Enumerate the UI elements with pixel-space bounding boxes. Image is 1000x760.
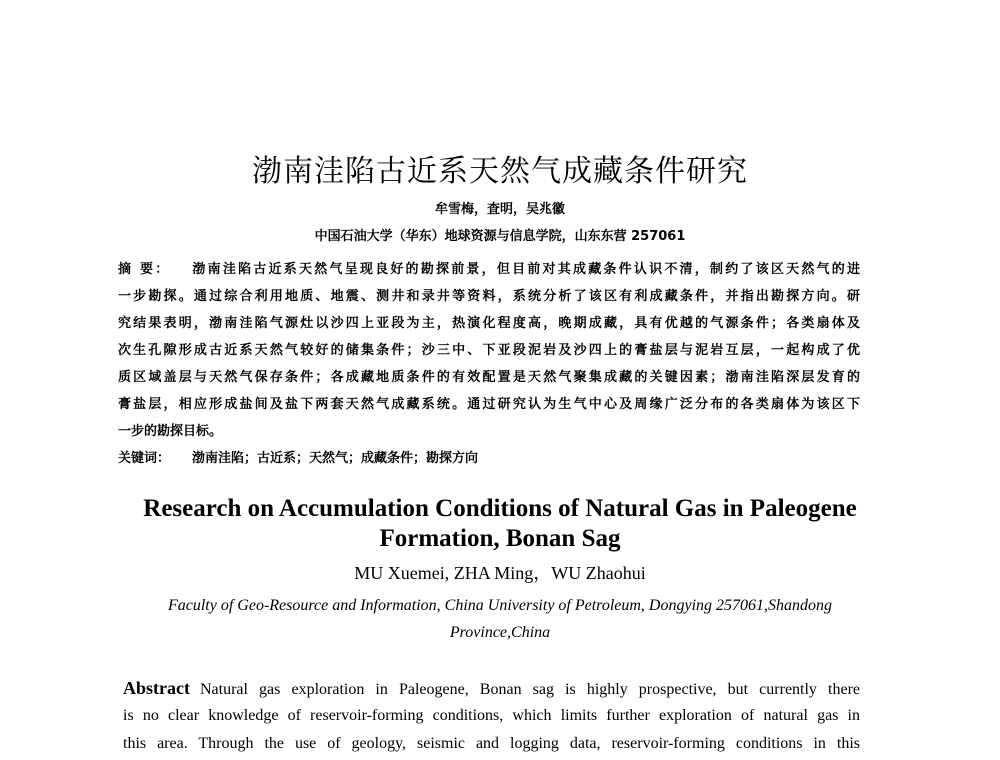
abstract-line: 次生孔隙形成古近系天然气较好的储集条件；沙三中、下亚段泥岩及沙四上的膏盐层与泥岩互层，一起构成了优: [118, 343, 860, 358]
abstract-line: 质区域盖层与天然气保存条件；各成藏地质条件的有效配置是天然气聚集成藏的关键因素；渤南洼陷深层发育的: [118, 370, 860, 385]
affiliation-line: Faculty of Geo-Resource and Information, China University of Petroleum, Dongying 257061,Shandong: [167, 597, 833, 614]
english-title: [0, 494, 1000, 554]
abstract-line: 一步的勘探目标。: [118, 424, 223, 439]
english-affiliation: [0, 592, 1000, 646]
abstract-line: [123, 674, 860, 702]
keywords-label: 关键词：: [118, 451, 171, 466]
chinese-affiliation: 中国石油大学（华东）地球资源与信息学院，山东东营 257061: [314, 229, 686, 244]
english-authors: MU Xuemei, ZHA Ming，WU Zhaohui: [354, 563, 646, 583]
abstract-line: is no clear knowledge of reservoir-forming conditions, which limits further exploration of natural gas in: [123, 707, 860, 724]
title-line: Research on Accumulation Conditions of Natural Gas in Paleogene: [143, 495, 857, 522]
chinese-title: 渤南洼陷古近系天然气成藏条件研究: [252, 154, 748, 189]
abstract-line: this area. Through the use of geology, seismic and logging data, reservoir-forming conditions in this: [123, 735, 860, 752]
abstract-line: 究结果表明，渤南洼陷气源灶以沙四上亚段为主，热演化程度高，晚期成藏，具有优越的气源条件；各类扇体及: [118, 316, 860, 331]
abstract-text: 渤南洼陷古近系天然气呈现良好的勘探前景，但目前对其成藏条件认识不清，制约了该区天然气的进: [192, 262, 860, 277]
chinese-abstract: [118, 256, 860, 472]
abstract-label: Abstract: [123, 678, 190, 698]
abstract-label: 摘 要：: [118, 262, 171, 277]
abstract-line: [118, 256, 860, 283]
keywords-line: [118, 445, 860, 472]
chinese-authors: 牟雪梅，査明，吴兆徽: [434, 202, 565, 217]
abstract-text: Natural gas exploration in Paleogene, Bonan sag is highly prospective, but currently there: [199, 681, 860, 698]
english-abstract: [123, 674, 860, 758]
affiliation-line: Province,China: [449, 624, 551, 641]
keywords: 渤南洼陷；古近系；天然气；成藏条件；勘探方向: [192, 451, 479, 466]
title-line: Formation, Bonan Sag: [379, 525, 621, 552]
abstract-line: 膏盐层，相应形成盐间及盐下两套天然气成藏系统。通过研究认为生气中心及周缘广泛分布的各类扇体为该区下: [118, 397, 860, 412]
abstract-line: 一步勘探。通过综合利用地质、地震、测井和录井等资料，系统分析了该区有利成藏条件，并指出勘探方向。研: [118, 289, 860, 304]
